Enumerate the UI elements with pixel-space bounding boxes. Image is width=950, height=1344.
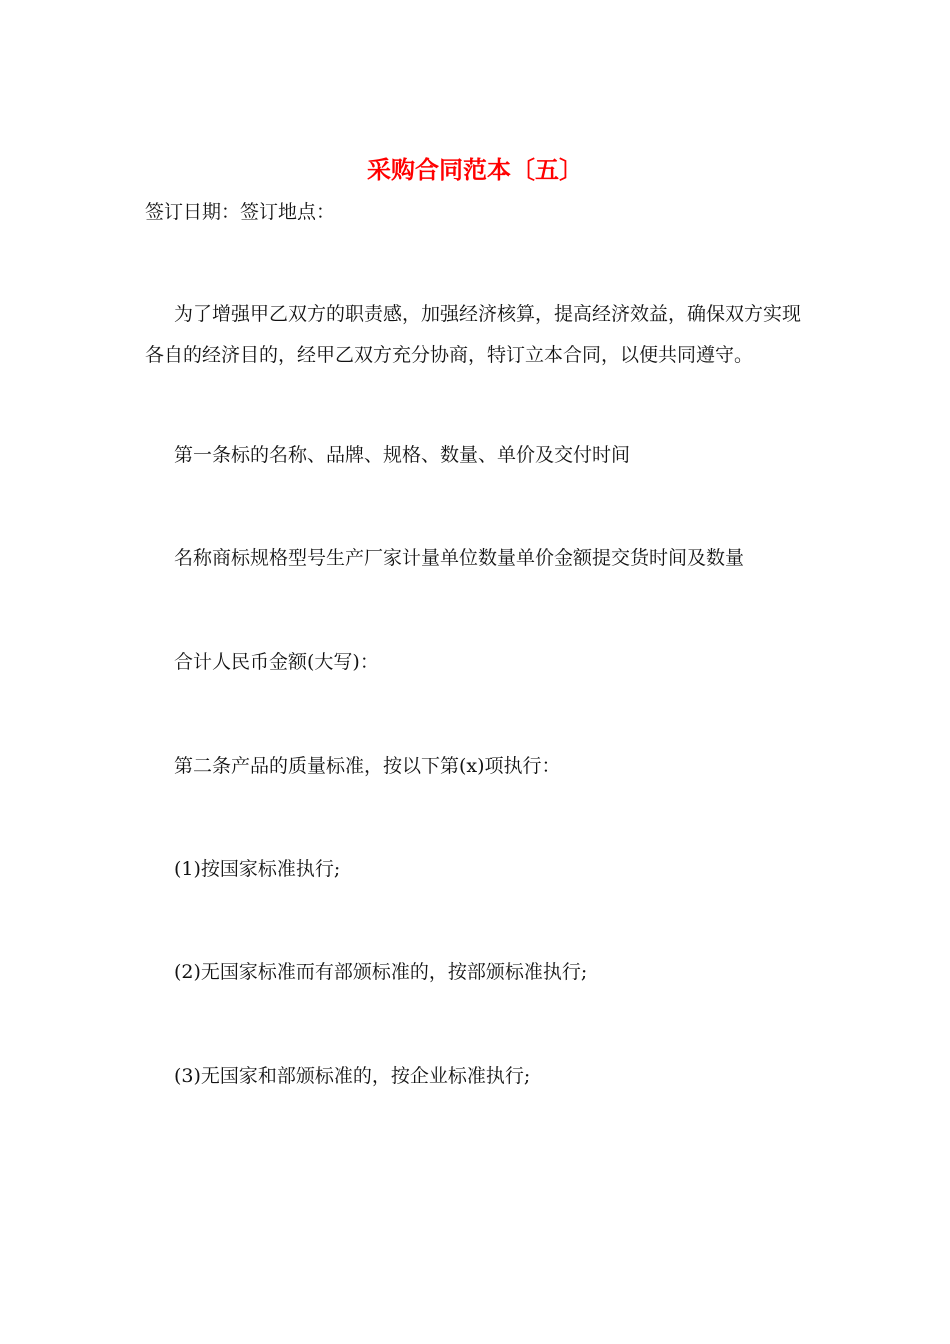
sign-date-place-line: 签订日期：签订地点： [145,201,336,223]
total-amount-line: 合计人民币金额(大写)： [174,651,379,673]
intro-paragraph [145,299,810,370]
article-2-heading: 第二条产品的质量标准，按以下第(x)项执行： [174,755,561,777]
document-title: 采购合同范本〔五〕 [367,155,583,184]
quality-item-3: (3)无国家和部颁标准的，按企业标准执行; [174,1065,531,1087]
quality-item-2: (2)无国家标准而有部颁标准的，按部颁标准执行; [174,961,588,983]
article-1-heading: 第一条标的名称、品牌、规格、数量、单价及交付时间 [174,444,631,466]
quality-item-1: (1)按国家标准执行; [174,858,341,880]
table-header-line: 名称商标规格型号生产厂家计量单位数量单价金额提交货时间及数量 [174,547,745,569]
intro-line-2: 各自的经济目的，经甲乙双方充分协商，特订立本合同，以便共同遵守。 [145,344,754,366]
intro-line-1: 为了增强甲乙双方的职责感，加强经济核算，提高经济效益，确保双方实现 [174,303,802,325]
